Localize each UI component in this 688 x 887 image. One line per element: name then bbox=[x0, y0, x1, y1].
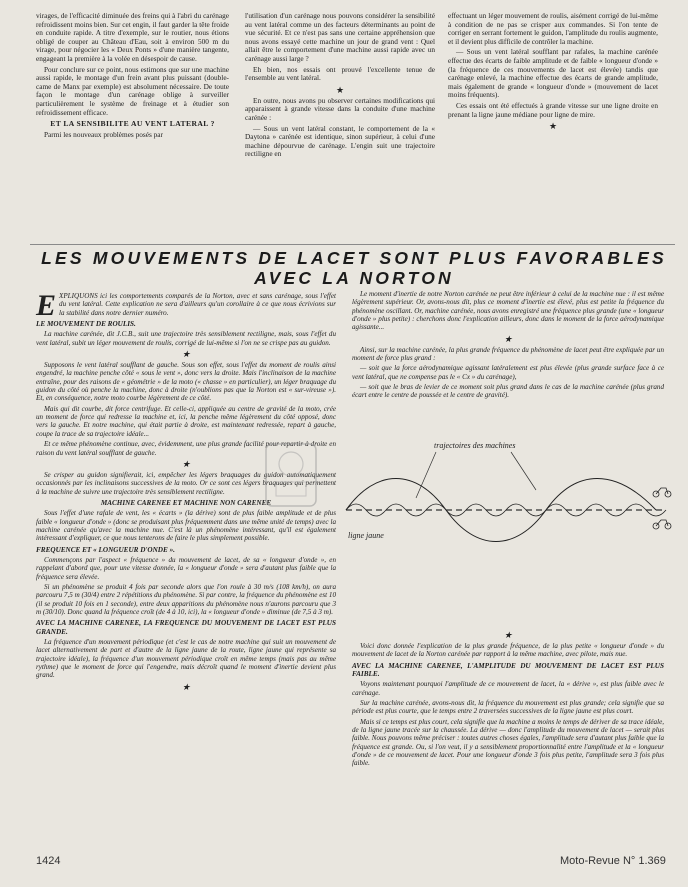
paragraph: l'utilisation d'un carénage nous pouvons considérer la sensibilité au vent latéral comme un des facteurs déterminants au point de vue sécurité. Et ce n'est pas sans une certaine appréhension que nous avons essayé cette machine un jour de grand vent : Quel allait être le comportement d'une machine aussi rapide avec un carénage aussi large ? bbox=[245, 11, 435, 63]
paragraph: Le moment d'inertie de notre Norton carénée ne peut être inférieur à celui de la machine nue : il est même légèrement supérieur. Or, avons-nous dit, plus ce moment d'inertie est élevé, plus est petite la fréquence du phénomène oscillant. Or, machine carénée, nous avons enregistré une fréquence plus grande (une « longueur d'onde » plus petite) : cherchons donc l'explication ailleurs, donc dans le moment de la force aérodynamique agissante... bbox=[352, 290, 664, 332]
section-divider bbox=[30, 244, 675, 245]
paragraph: Mais si ce temps est plus court, cela signifie que la machine a moins le temps de dériver de sa trace idéale, de la ligne jaune tracée sur la chaussée. La dérive — donc l'amplitude du mouvement de lacet — serait plus faible. Nous pouvons même préciser : toutes autres choses égales, l'amplitude sera d'autant plus faible que la fréquence est grande. Ou, si l'on veut, il y a sensiblement proportionnalité entre l'amplitude et la « longueur d'onde » de ce mouvement de lacet. Pour une longueur d'onde 3 fois plus petite, l'amplitude sera 3 fois plus faible. bbox=[352, 717, 664, 768]
subheading-frequence: FREQUENCE ET « LONGUEUR D'ONDE ». bbox=[36, 545, 175, 554]
intro-paragraph bbox=[36, 289, 336, 322]
intro-text: XPLIQUONS ici les comportements comparés de la Norton, avec et sans carénage, sous l'effet du vent latéral. Cette explication ne sera d'ailleurs qu'un corollaire à ce que nous écrivions sur la stabilité dans notre dernier numéro. bbox=[59, 292, 336, 317]
diagram-label-ligne: ligne jaune bbox=[348, 531, 384, 540]
paragraph: Parmi les nouveaux problèmes posés par bbox=[44, 129, 163, 139]
pointer-line bbox=[416, 452, 436, 498]
paragraph: — soit que la force aérodynamique agissant latéralement est plus élevée (plus grande surface face à ce vent latéral, que ne compense pas le « Cx » du carénage), bbox=[352, 364, 664, 381]
paragraph: Se crisper au guidon signifierait, ici, empêcher les légers braquages du guidon automatiquement occasionnés par les inclinaisons successives de la moto. Or ce sont ces légers braquages qui permettent à la machine de suivre une trajectoire très sensiblement rectiligne. bbox=[36, 470, 336, 496]
paragraph: effectuant un léger mouvement de roulis, aisément corrigé de lui-même à condition de ne pas se crisper aux commandes. Si l'on tente de corriger en serrant fortement le guidon, l'amplitude du roulis augmente, et il devient plus difficile de contrôler la machine. bbox=[448, 11, 658, 46]
article-right-column-bottom bbox=[352, 628, 664, 770]
subheading-carenee: AVEC LA MACHINE CARENEE, LA FREQUENCE DU MOUVEMENT DE LACET EST PLUS GRANDE. bbox=[36, 619, 336, 636]
paragraph: Supposons le vent latéral soufflant de gauche. Sous son effet, sous l'effet du moment de roulis ainsi engendré, la machine penche côté « sous le vent », donc vers la droite. Mais l'inclinaison de la machine entraîne, pour des raisons de « géométrie » de la moto (« chasse » en particulier), un léger braquage du guidon du côté où penche la machine, donc à droite (n'oublions pas que la Norton est « sur-vireuse »). Et, en conséquence, notre moto courbe légèrement de ce côté. bbox=[36, 361, 336, 403]
separator-star-icon: ★ bbox=[181, 681, 191, 692]
paragraph: Sur la machine carénée, avons-nous dit, la fréquence du mouvement est plus grande; cela signifie que sa période est plus courte, que le temps entre 2 traversées successives de la ligne jaune est plus court. bbox=[352, 699, 664, 716]
trajectory-diagram bbox=[336, 428, 678, 628]
paragraph: Commençons par l'aspect « fréquence » du mouvement de lacet, de sa « longueur d'onde », en rappelant d'abord que, pour une vitesse donnée, la « longueur d'onde » sera d'autant plus faible que la fréquence sera élevée. bbox=[36, 555, 336, 581]
paragraph: Pour conclure sur ce point, nous estimons que sur une machine aussi rapide, le montage d'un frein avant plus puissant (double-came de Manx par exemple) est absolument nécessaire. De toute façon le montage d'un carénage oblige à surveiller particulièrement le système de freinage et à étudier son refroidissement efficace. bbox=[36, 64, 229, 117]
pointer-line bbox=[511, 452, 536, 490]
paragraph: Si un phénomène se produit 4 fois par seconde alors que l'on roule à 30 m/s (108 km/h), on aura parcouru 7,5 m (30/4) entre 2 répétitions du phénomène. Si par contre, la fréquence du phénomène est 10 (il se produit 10 fois en 1 seconde), entre deux apparitions du phénomène nous n'aurons parcouru que 3 m (30/10). Donc quand la fréquence croît (de 4 à 10, ici), la « longueur d'onde » diminue (de 7,5 à 3 m). bbox=[36, 582, 336, 616]
paragraph: Ces essais ont été effectués à grande vitesse sur une ligne droite en prenant la ligne jaune médiane pour ligne de mire. bbox=[448, 100, 658, 119]
separator-star-icon: ★ bbox=[181, 458, 191, 469]
article-title: LES MOUVEMENTS DE LACET SONT PLUS FAVORABLES AVEC LA NORTON bbox=[41, 248, 667, 288]
paragraph: — soit que le bras de levier de ce moment soit plus grand dans le cas de la machine carénée (plus grand écart entre le centre de poussée et le centre de gravité). bbox=[352, 383, 664, 400]
magazine-issue: Moto-Revue N° 1.369 bbox=[560, 855, 666, 867]
separator-star-icon: ★ bbox=[335, 84, 345, 95]
library-stamp-icon bbox=[262, 440, 320, 510]
separator-star-icon: ★ bbox=[503, 630, 513, 640]
separator-star-icon: ★ bbox=[181, 349, 191, 360]
paragraph: En outre, nous avons pu observer certaines modifications qui apparaissent à grande vitesse dans la conduite d'une machine carénée : bbox=[245, 95, 435, 122]
top-column-3 bbox=[448, 12, 658, 133]
top-column-2 bbox=[245, 12, 435, 161]
paragraph: Voyons maintenant pourquoi l'amplitude de ce mouvement de lacet, la « dérive », est plus faible avec le carénage. bbox=[352, 680, 664, 697]
top-column-1 bbox=[36, 12, 229, 141]
paragraph: La machine carénée, dit J.C.B., suit une trajectoire très sensiblement rectiligne, mais, sous l'effet du vent latéral, subit un léger mouvement de roulis, corrigé de lui-même si l'on ne se crispe pas au guidon. bbox=[36, 330, 336, 347]
paragraph: Mais qui dit courbe, dit force centrifuge. Et celle-ci, appliquée au centre de gravité de la moto, crée un moment de force qui redresse la machine et, ici, la penche même légèrement du côté opposé, donc vers la gauche. Et notre machine, qui était partie à droite, est maintenant redressée, repart à gauche, coupe la trace de sa trajectoire idéale... bbox=[36, 404, 336, 438]
paragraph: Ainsi, sur la machine carénée, la plus grande fréquence du phénomène de lacet peut être expliquée par un moment de force plus grand : bbox=[352, 345, 664, 363]
section-heading: ET LA SENSIBILITE AU VENT LATERAL ? bbox=[50, 119, 215, 129]
dropcap: E bbox=[36, 289, 57, 322]
paragraph: La fréquence d'un mouvement périodique (et c'est le cas de notre machine qui suit un mouvement de lacet alternativement de part et d'autre de la ligne jaune de la route, ligne jaune qui représente sa trajectoire idéale), la fréquence d'un mouvement périodique croît en même temps (mais pas au même rythme) que le moment de force qui l'engendre, mais décroît quand le moment d'inertie devient plus grand. bbox=[36, 638, 336, 680]
paragraph: — Sous un vent latéral soufflant par rafales, la machine carénée effectue des écarts de faible amplitude et de faible « longueur d'onde » (la fréquence de ces mouvements de lacet est élevée) tandis que carénage enlevé, la machine effectue des écarts de grande amplitude, mais également de grande « longueur d'onde » (mouvement de lacet moins fréquents). bbox=[448, 47, 658, 100]
subheading-roulis: LE MOUVEMENT DE ROULIS. bbox=[36, 320, 136, 329]
paragraph: — Sous un vent latéral constant, le comportement de la « Daytona » carénée est identique, sinon supérieur, à celui d'une machine dépourvue de carénage. L'engin suit une trajectoire rectiligne en bbox=[245, 123, 435, 159]
page-number: 1424 bbox=[36, 855, 61, 867]
article-right-column-top bbox=[352, 290, 664, 402]
paragraph: Eh bien, nos essais ont prouvé l'excellente tenue de l'ensemble au vent latéral. bbox=[245, 64, 435, 83]
paragraph: Et ce même phénomène continue, avec, évidemment, une plus grande facilité pour repartir à droite en raison du vent latéral soufflant de gauche. bbox=[36, 440, 336, 457]
diagram-label-trajectories: trajectoires des machines bbox=[434, 441, 516, 450]
subheading-nue: MACHINE CARENEE ET MACHINE NON CARENEE bbox=[100, 498, 272, 507]
motorcycle-icon bbox=[653, 520, 671, 529]
subheading-amplitude: AVEC LA MACHINE CARENEE, L'AMPLITUDE DU MOUVEMENT DE LACET EST PLUS FAIBLE. bbox=[352, 661, 664, 679]
separator-star-icon: ★ bbox=[503, 333, 513, 344]
separator-star-icon: ★ bbox=[548, 121, 558, 132]
paragraph: Sous l'effet d'une rafale de vent, les « écarts » (la dérive) sont de plus faible amplitude et de plus faible « longueur d'onde » (donc se produisant plus fréquemment dans une même unité de temps) avec la machine carénée qu'avec la machine nue. C'est là un phénomène intéressant, qu'il est également intéressant d'expliquer, ce que nous tenterons de faire le plus simplement possible. bbox=[36, 509, 336, 543]
paragraph: Voici donc donnée l'explication de la plus grande fréquence, de la plus petite « longueur d'onde » du mouvement de lacet de la Norton carénée par rapport à la même machine, avec pilote, mais nue. bbox=[352, 642, 664, 659]
paragraph: virages, de l'efficacité diminuée des freins qui à l'abri du carénage refroidissent moins bien. Sur cet engin, il faut garder la tête froide en conduite rapide. A titre d'exemple, sur le routier, nous étions obligé de couper au Château d'Eau, soit à environ 500 m du virage, pour négocier les « Deux Ponts » d'une manière tangente, engageant la première à la volée en désespoir de cause. bbox=[36, 11, 229, 63]
motorcycle-icon bbox=[653, 488, 671, 497]
